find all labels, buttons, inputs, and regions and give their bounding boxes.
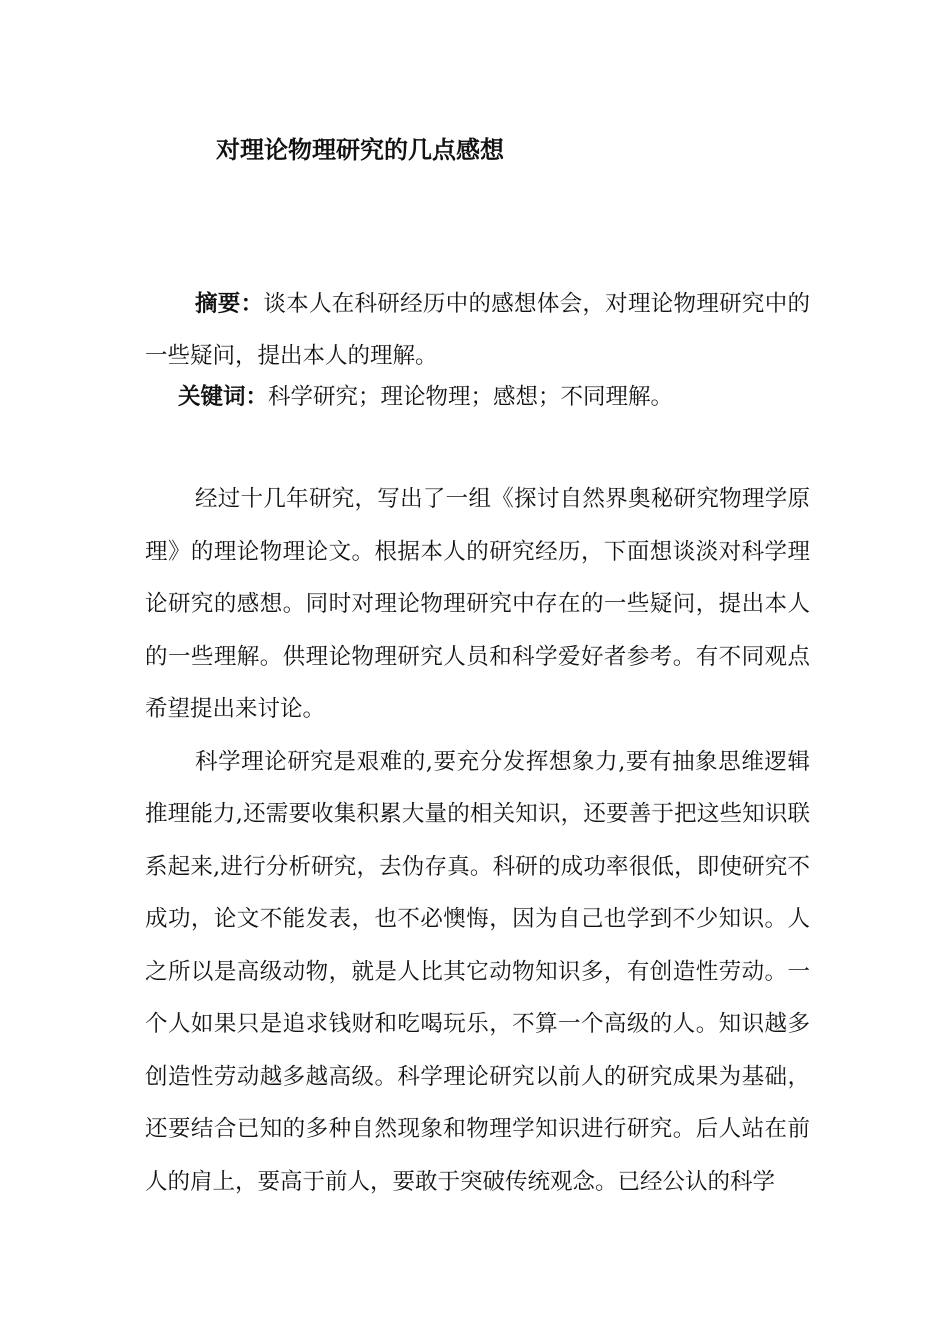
paragraph-2: 科学理论研究是艰难的,要充分发挥想象力,要有抽象思维逻辑推理能力,还需要收集积累大量的相关知识，还要善于把这些知识联系起来,进行分析研究，去伪存真。科研的成功率很低，即使研究不成功，论文不能发表，也不必懊悔，因为自己也学到不少知识。人之所以是高级动物，就是人比其它动物知识多，有创造性劳动。一个人如果只是追求钱财和吃喝玩乐，不算一个高级的人。知识越多创造性劳动越多越高级。科学理论研究以前人的研究成果为基础，还要结合已知的多种自然现象和物理学知识进行研究。后人站在前人的肩上，要高于前人，要敢于突破传统观念。已经公认的科学 [145, 748, 810, 1195]
abstract [145, 278, 810, 382]
document-title: 对理论物理研究的几点感想 [216, 135, 504, 164]
keywords [145, 374, 810, 420]
keywords-label: 关键词： [178, 384, 269, 410]
body-text [145, 473, 810, 1208]
abstract-text: 谈本人在科研经历中的感想体会，对理论物理研究中的一些疑问，提出本人的理解。 [145, 291, 810, 369]
paragraph-1: 经过十几年研究，写出了一组《探讨自然界奥秘研究物理学原理》的理论物理论文。根据本人的研究经历，下面想谈淡对科学理论研究的感想。同时对理论物理研究中存在的一些疑问，提出本人的一些理解。供理论物理研究人员和科学爱好者参考。有不同观点希望提出来讨论。 [145, 486, 810, 722]
abstract-label: 摘要： [195, 291, 264, 317]
keywords-text: 科学研究；理论物理；感想；不同理解。 [268, 384, 674, 410]
